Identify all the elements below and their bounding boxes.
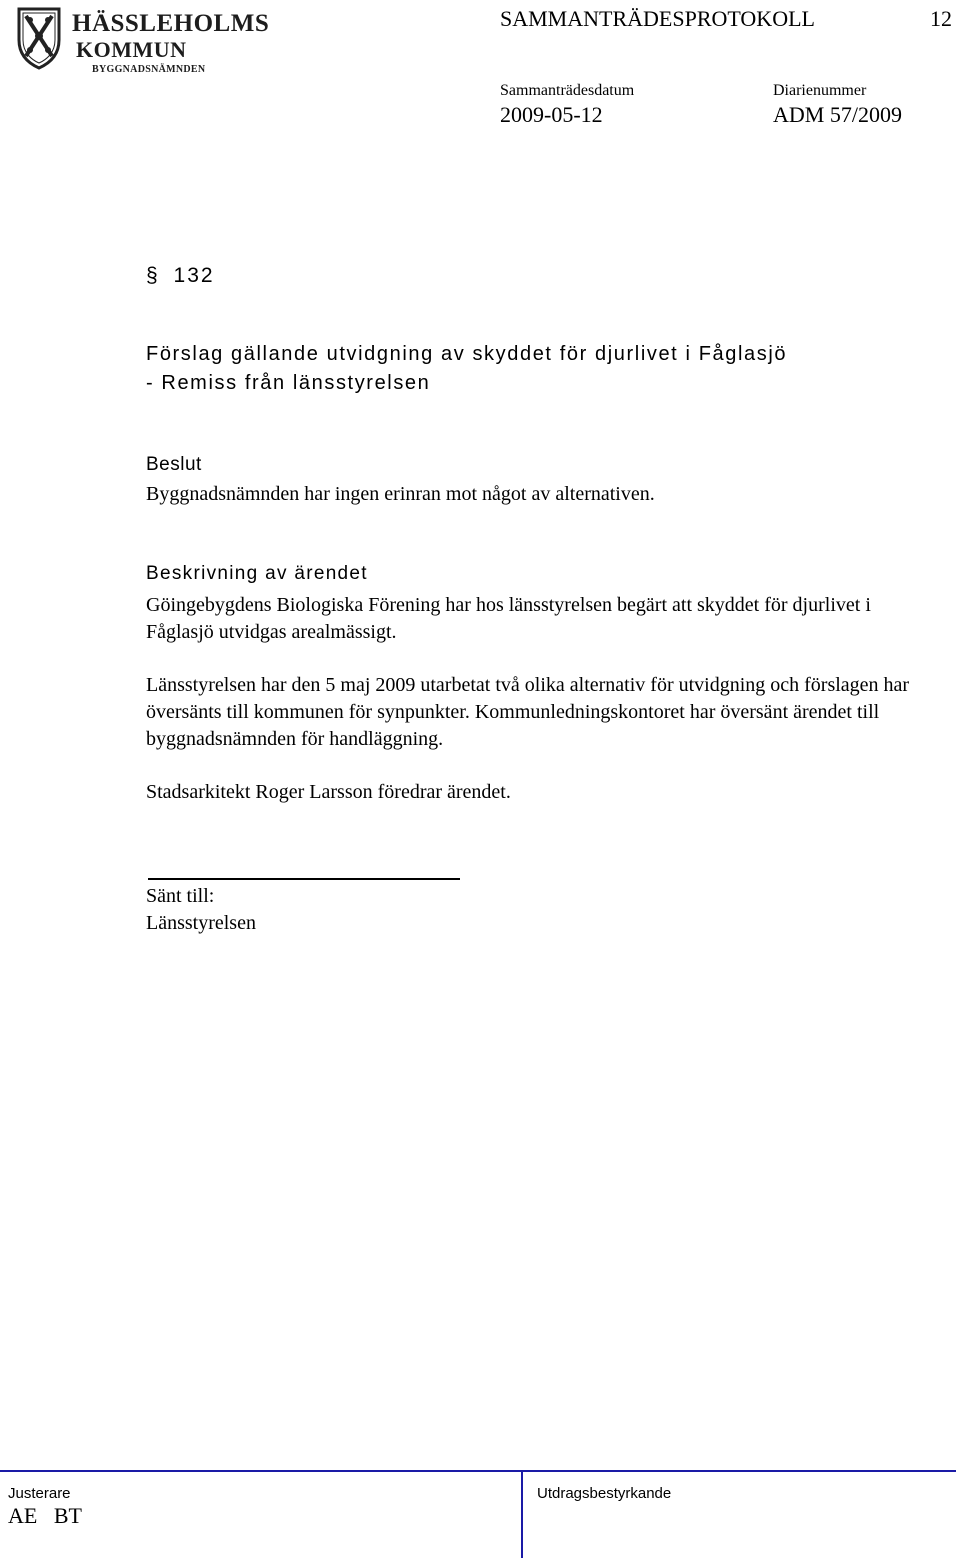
- page-number: 12: [930, 6, 952, 31]
- registration-number-value: ADM 57/2009: [773, 102, 902, 127]
- footer-divider: [521, 1470, 523, 1558]
- justerare-initials: AE BT: [8, 1503, 82, 1528]
- registration-number-label: Diarienummer: [773, 82, 867, 99]
- description-heading: Beskrivning av ärendet: [146, 563, 368, 584]
- logo-text-line2: KOMMUN: [76, 37, 187, 62]
- document-type-title: SAMMANTRÄDESPROTOKOLL: [500, 6, 815, 31]
- decision-text: Byggnadsnämnden har ingen erinran mot något av alternativen.: [146, 483, 655, 505]
- sent-to-recipient: Länsstyrelsen: [146, 912, 256, 934]
- description-paragraph-1: Göingebygdens Biologiska Förening har hos länsstyrelsen begärt att skyddet för djurlivet i Fåglasjö utvidgas arealmässigt.: [146, 594, 871, 643]
- section-title-line2: - Remiss från länsstyrelsen: [146, 372, 431, 394]
- justerare-label: Justerare: [8, 1485, 71, 1502]
- logo-text-line1: HÄSSLEHOLMS: [72, 10, 270, 37]
- section-number-value: 132: [173, 264, 215, 287]
- municipality-logo: [16, 4, 270, 76]
- section-number: [146, 264, 215, 288]
- coat-of-arms-icon: [16, 6, 62, 70]
- utdragsbestyrkande-label: Utdragsbestyrkande: [537, 1485, 672, 1502]
- description-paragraph-2: Länsstyrelsen har den 5 maj 2009 utarbetat två olika alternativ för utvidgning och förslagen har översänts till kommunen för synpunkter. Kommunledningskontoret har översänt ärendet till byggnadsnämnden för handläggning.: [146, 674, 910, 750]
- separator-line: [148, 878, 460, 880]
- logo-text-line3: BYGGNADSNÄMNDEN: [92, 64, 206, 75]
- sent-to-label: Sänt till:: [146, 885, 215, 907]
- meeting-date-value: 2009-05-12: [500, 102, 603, 127]
- description-paragraph-3: Stadsarkitekt Roger Larsson föredrar ärendet.: [146, 781, 511, 803]
- meeting-date-label: Sammanträdesdatum: [500, 82, 635, 99]
- paragraph-symbol: §: [146, 264, 160, 287]
- decision-heading: Beslut: [146, 454, 202, 475]
- section-title-line1: Förslag gällande utvidgning av skyddet för djurlivet i Fåglasjö: [146, 343, 788, 365]
- footer-rule: [0, 1470, 956, 1472]
